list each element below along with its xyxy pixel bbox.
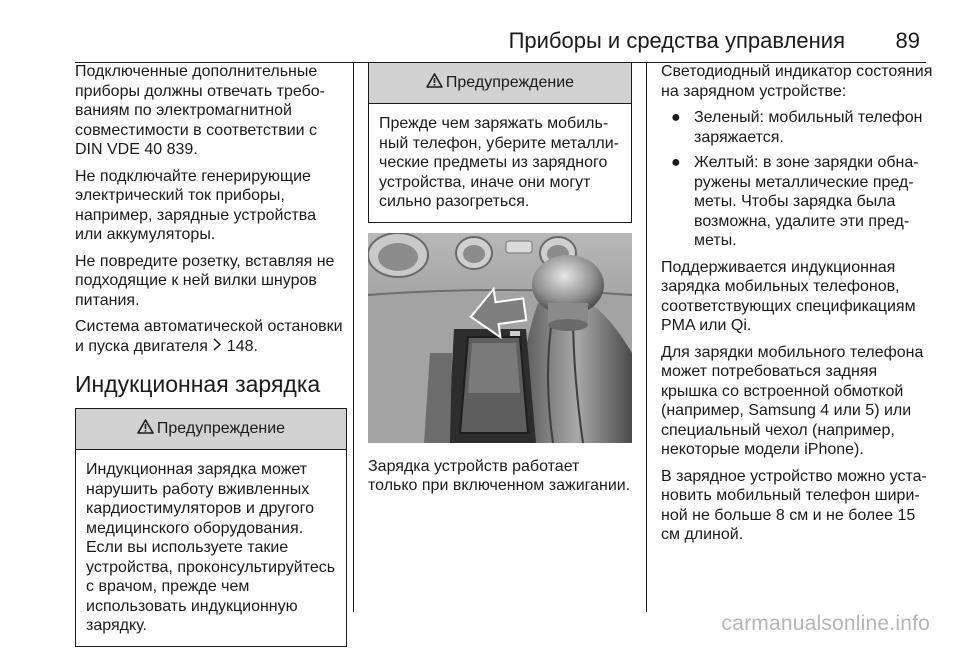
warning-triangle-icon — [426, 73, 443, 94]
page-number: 89 — [895, 28, 920, 53]
paragraph: Не повредите розетку, вставляя не подходящие к ней вилки шнуров питания. — [75, 252, 335, 309]
list-item-text: Желтый: в зоне зарядки обнаружены металлические предметы. Чтобы зарядка была возможна, удалите эти предметы. — [694, 154, 919, 249]
column-divider — [353, 62, 354, 612]
watermark: carmanualsonline.info — [721, 612, 930, 635]
column-divider — [646, 62, 647, 612]
warning-text: Прежде чем заряжать мобильный телефон, уберите металлические предметы из зарядного устройства, иначе они могут сильно разогреться. — [379, 115, 619, 210]
paragraph-text: Система автоматической остановки и пуска двигателя — [75, 318, 343, 355]
paragraph: Поддерживается индукционная зарядка мобильных телефонов, соответствующих спецификациям PMA или Qi. — [661, 258, 916, 334]
warning-header — [369, 63, 631, 104]
paragraph: Подключенные дополнительные приборы должны отвечать требованиям по электромагнитной совместимости в соответствии с DIN VDE 40 839. — [75, 63, 325, 158]
paragraph: Светодиодный индикатор состояния на зарядном устройстве: — [661, 63, 933, 100]
paragraph: Не подключайте генерирующие электрический ток приборы, например, зарядные устройства или аккумуляторы. — [75, 167, 316, 243]
section-heading: Индукционная зарядка — [75, 371, 321, 397]
column-right — [661, 62, 933, 552]
list-item — [661, 153, 933, 251]
page-reference-link[interactable]: 148. — [226, 337, 258, 355]
page-header — [0, 14, 960, 54]
column-left — [75, 62, 347, 655]
list-item-text: Зеленый: мобильный телефон заряжается. — [694, 109, 923, 146]
warning-header — [76, 409, 346, 450]
charging-tray-photo — [368, 233, 632, 443]
page-reference-icon — [212, 337, 222, 357]
paragraph-with-reference — [75, 317, 347, 356]
page-title: Приборы и средства управления — [508, 28, 845, 53]
led-status-list — [661, 108, 933, 251]
column-middle — [368, 62, 632, 503]
list-item — [661, 108, 933, 147]
warning-box — [368, 62, 632, 223]
paragraph: В зарядное устройство можно установить мобильный телефон шириной не больше 8 см и не более 15 см длиной. — [661, 467, 927, 543]
warning-triangle-icon — [137, 419, 154, 440]
warning-box — [75, 408, 347, 647]
warning-text: Индукционная зарядка может нарушить работу вживленных кардиостимуляторов и другого медицинского оборудования. Если вы используете такие устройства, проконсультируйтесь с врачом, прежде чем использовать индукционную зарядку. — [86, 461, 336, 634]
warning-title: Предупреждение — [156, 420, 286, 438]
figure-caption: Зарядка устройств работает только при включенном зажигании. — [368, 457, 631, 494]
paragraph: Для зарядки мобильного телефона может потребоваться задняя крышка со встроенной обмоткой (например, Samsung 4 или 5) или специальный чехол (например, некоторые модели iPhone). — [661, 343, 924, 458]
warning-title: Предупреждение — [445, 74, 575, 92]
bullet-icon: ● — [671, 109, 681, 126]
bullet-icon: ● — [671, 154, 681, 171]
